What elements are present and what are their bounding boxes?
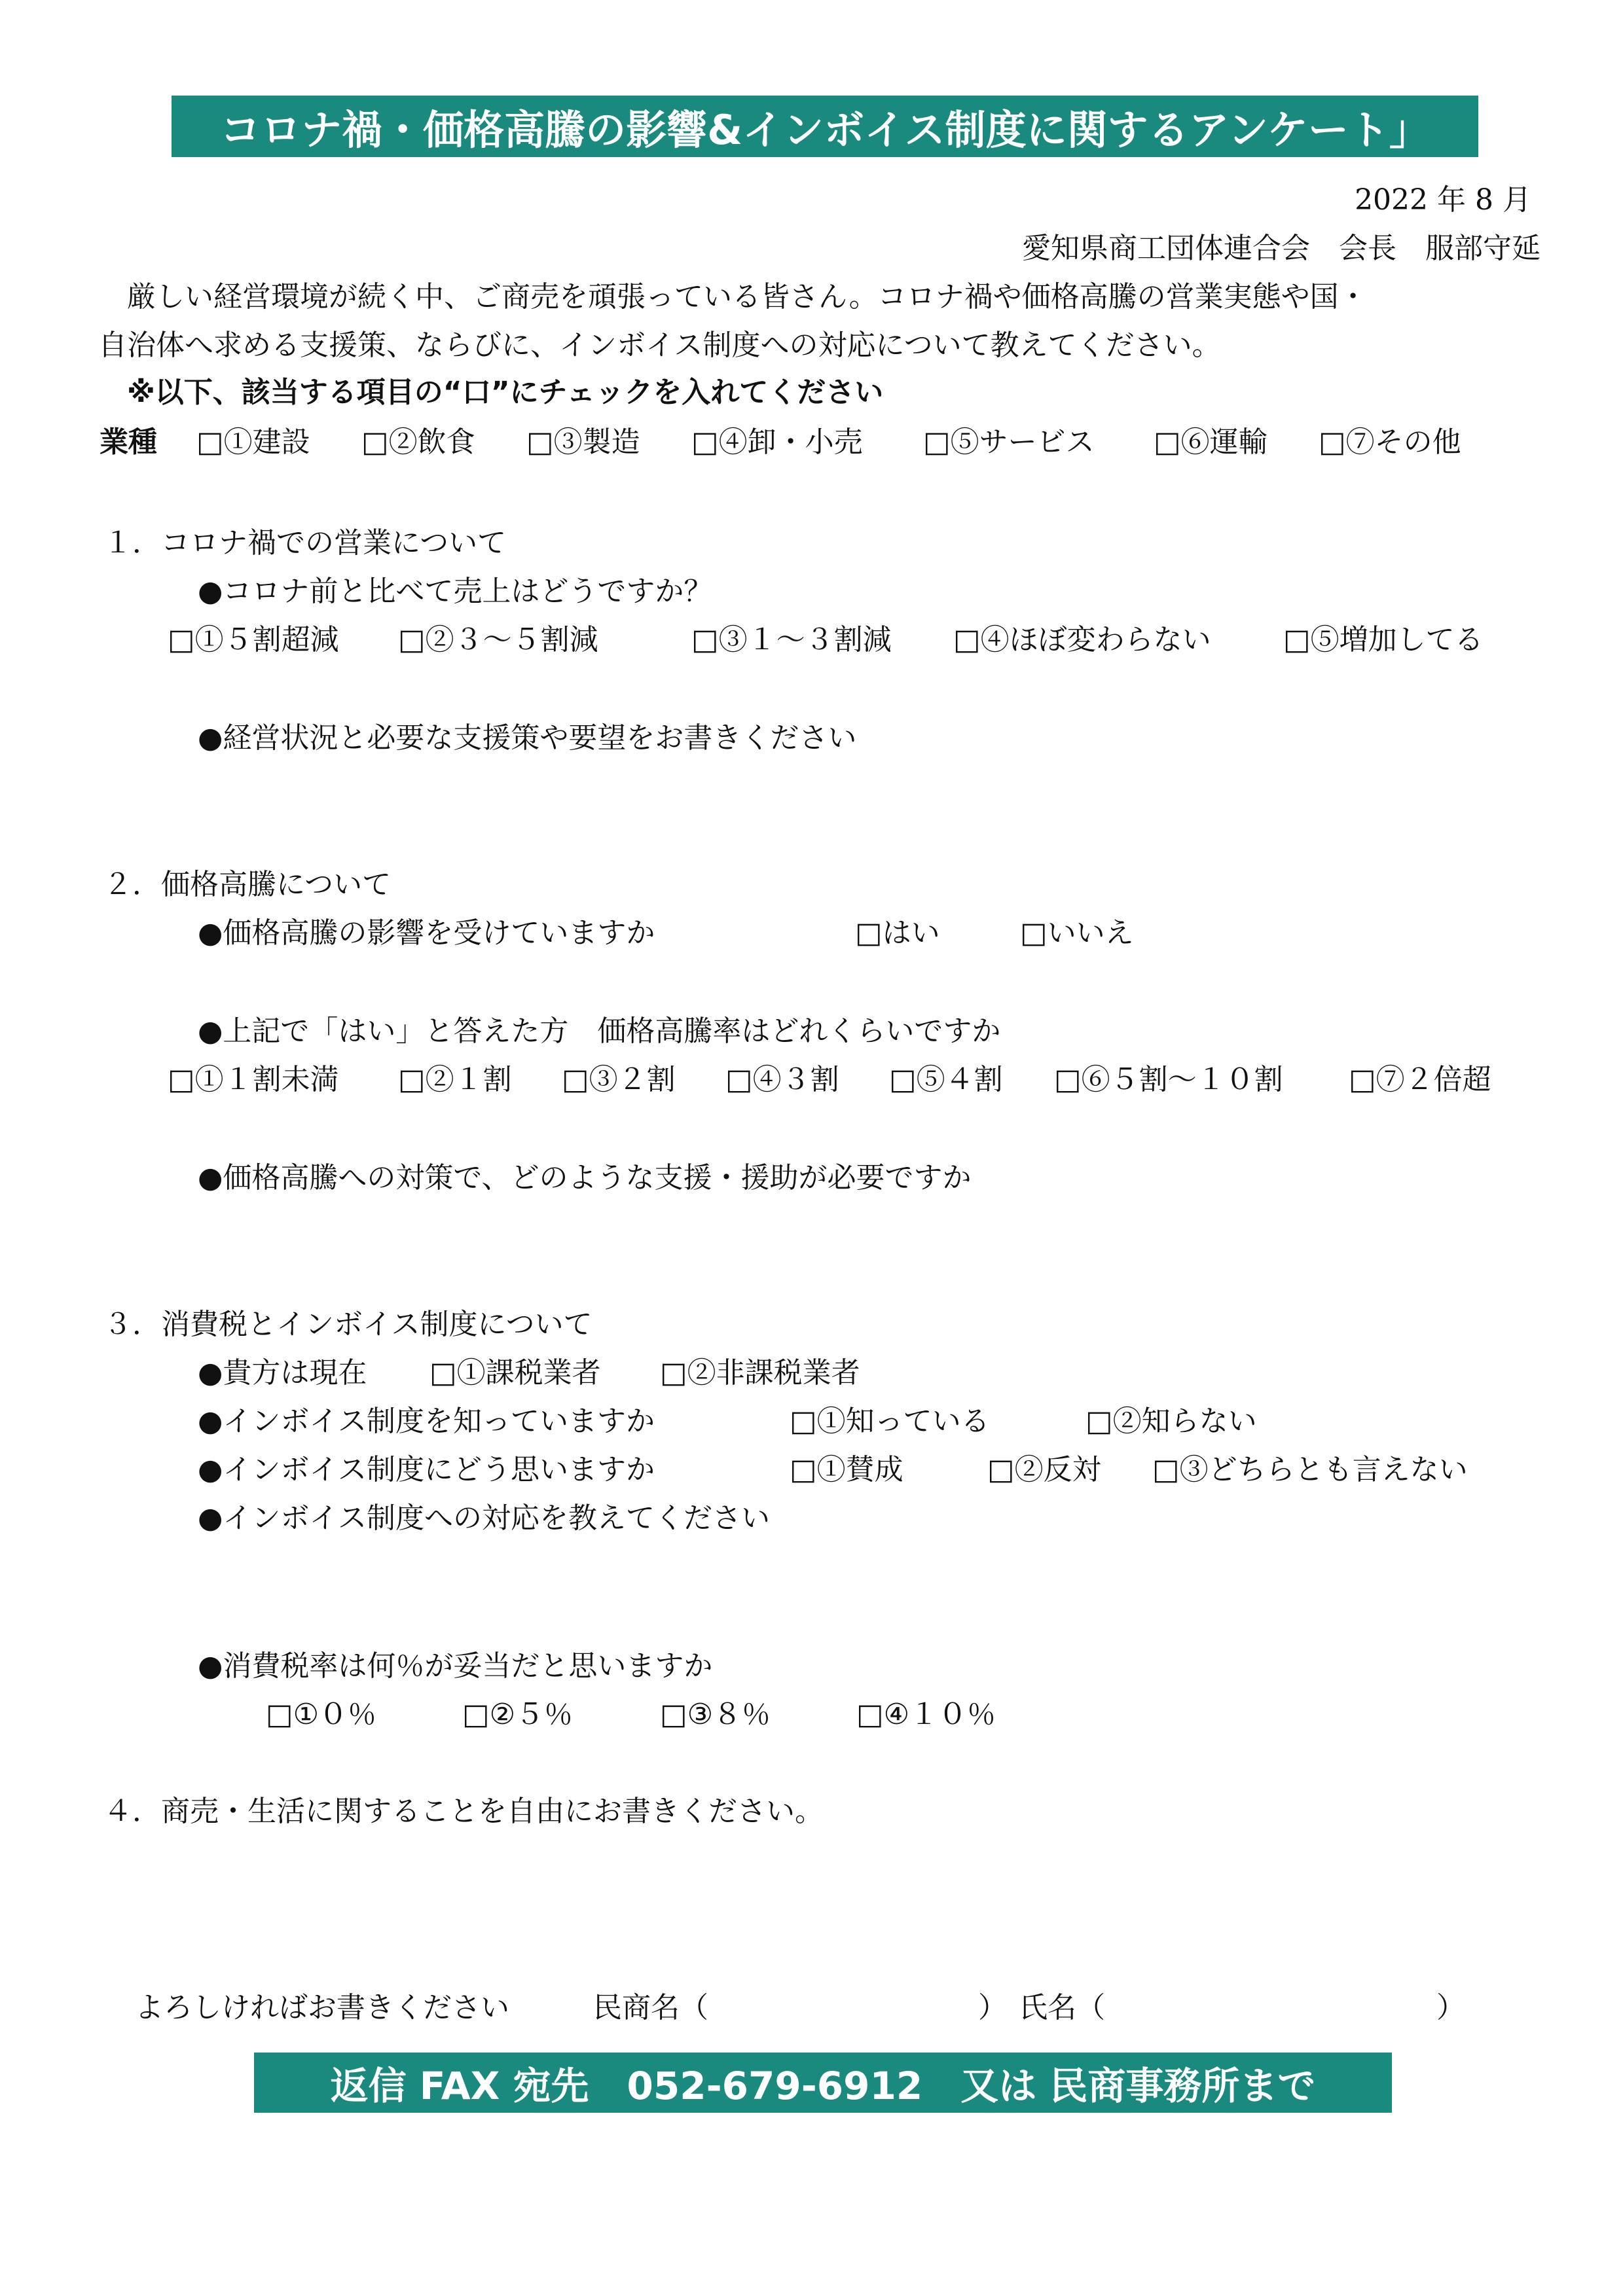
tax-status-option[interactable]: □①課税業者 [429, 1356, 601, 1390]
section-4-heading: ４．商売・生活に関することを自由にお書きください。 [103, 1795, 824, 1828]
sales-option[interactable]: □⑤増加してる [1283, 623, 1484, 656]
instruction: ※以下、該当する項目の“口”にチェックを入れてください [98, 376, 884, 409]
invoice-opinion-option[interactable]: □③どちらとも言えない [1152, 1453, 1468, 1486]
rise-rate-option[interactable]: □②１割 [398, 1063, 512, 1096]
section-1-question-1: ●コロナ前と比べて売上はどうですか？ [198, 575, 713, 608]
footer-prompt: よろしければお書きください [135, 1991, 509, 2024]
rise-rate-option[interactable]: □⑦２倍超 [1349, 1063, 1491, 1096]
section-2-question-1: ●価格高騰の影響を受けていますか [198, 916, 655, 950]
rise-rate-option[interactable]: □④３割 [725, 1063, 839, 1096]
industry-label: 業種 [100, 425, 157, 459]
invoice-awareness-option[interactable]: □①知っている [790, 1405, 990, 1438]
title-banner [172, 96, 1478, 157]
industry-option[interactable]: □⑤サービス [923, 425, 1095, 459]
section-2-question-2: ●上記で「はい」と答えた方 価格高騰率はどれくらいですか [198, 1014, 1001, 1048]
page-title: コロナ禍・価格高騰の影響&インボイス制度に関するアンケート」 [220, 105, 1430, 154]
section-3-heading: ３．消費税とインボイス制度について [103, 1308, 593, 1341]
person-name-close: ） [1436, 1991, 1465, 2024]
shop-name-label: 民商名（ [593, 1991, 708, 2024]
sales-option[interactable]: □④ほぼ変わらない [953, 623, 1211, 656]
industry-option[interactable]: □⑦その他 [1319, 425, 1461, 459]
industry-option[interactable]: □④卸・小売 [691, 425, 863, 459]
invoice-opinion-option[interactable]: □②反対 [987, 1453, 1101, 1486]
sales-option[interactable]: □①５割超減 [168, 623, 339, 656]
invoice-awareness-option[interactable]: □②知らない [1085, 1405, 1257, 1438]
invoice-opinion-option[interactable]: □①賛成 [790, 1453, 903, 1486]
tax-rate-option[interactable]: □③８％ [660, 1698, 771, 1731]
industry-option[interactable]: □①建設 [196, 425, 310, 459]
section-3-question-5: ●消費税率は何％が妥当だと思いますか [198, 1649, 713, 1683]
industry-option[interactable]: □③製造 [526, 425, 640, 459]
shop-name-close: ） [978, 1991, 1007, 2024]
intro-line-2: 自治体へ求める支援策、ならびに、インボイス制度への対応について教えてください。 [98, 329, 1221, 362]
impact-option[interactable]: □いいえ [1020, 916, 1134, 950]
rise-rate-option[interactable]: □①１割未満 [168, 1063, 339, 1096]
industry-option[interactable]: □⑥運輸 [1154, 425, 1267, 459]
shop-name-field[interactable] [727, 1990, 976, 2026]
organization: 愛知県商工団体連合会 会長 服部守延 [1022, 232, 1541, 265]
section-2-question-3: ●価格高騰への対策で、どのような支援・援助が必要ですか [198, 1161, 972, 1194]
rise-rate-option[interactable]: □⑤４割 [889, 1063, 1003, 1096]
section-3-question-4: ●インボイス制度への対応を教えてください [198, 1501, 770, 1535]
section-3-question-1: ●貴方は現在 [198, 1356, 367, 1390]
sales-option[interactable]: □②３～５割減 [398, 623, 598, 656]
impact-option[interactable]: □はい [855, 916, 940, 950]
section-1-question-2: ●経営状況と必要な支援策や要望をお書きください [198, 721, 857, 755]
person-name-label: 氏名（ [1019, 1991, 1105, 2024]
intro-line-1: 厳しい経営環境が続く中、ご商売を頑張っている皆さん。コロナ禍や価格高騰の営業実態や国・ [98, 280, 1368, 314]
sales-option[interactable]: □③１～３割減 [691, 623, 892, 656]
tax-rate-option[interactable]: □①０％ [266, 1698, 377, 1731]
tax-rate-option[interactable]: □④１０％ [856, 1698, 996, 1731]
section-1-heading: １．コロナ禍での営業について [103, 526, 507, 560]
section-3-question-3: ●インボイス制度にどう思いますか [198, 1453, 655, 1486]
section-3-question-2: ●インボイス制度を知っていますか [198, 1405, 655, 1438]
person-name-field[interactable] [1122, 1990, 1436, 2026]
rise-rate-option[interactable]: □⑥５割～１０割 [1054, 1063, 1283, 1096]
fax-banner-text: 返信 FAX 宛先 052-679-6912 又は 民商事務所まで [330, 2064, 1316, 2108]
rise-rate-option[interactable]: □③２割 [562, 1063, 676, 1096]
date: 2022 年 8 月 [1355, 183, 1531, 217]
section-2-heading: ２．価格高騰について [103, 868, 392, 901]
fax-banner [254, 2053, 1392, 2113]
tax-rate-option[interactable]: □②５％ [462, 1698, 574, 1731]
tax-status-option[interactable]: □②非課税業者 [660, 1356, 860, 1390]
industry-option[interactable]: □②飲食 [361, 425, 475, 459]
